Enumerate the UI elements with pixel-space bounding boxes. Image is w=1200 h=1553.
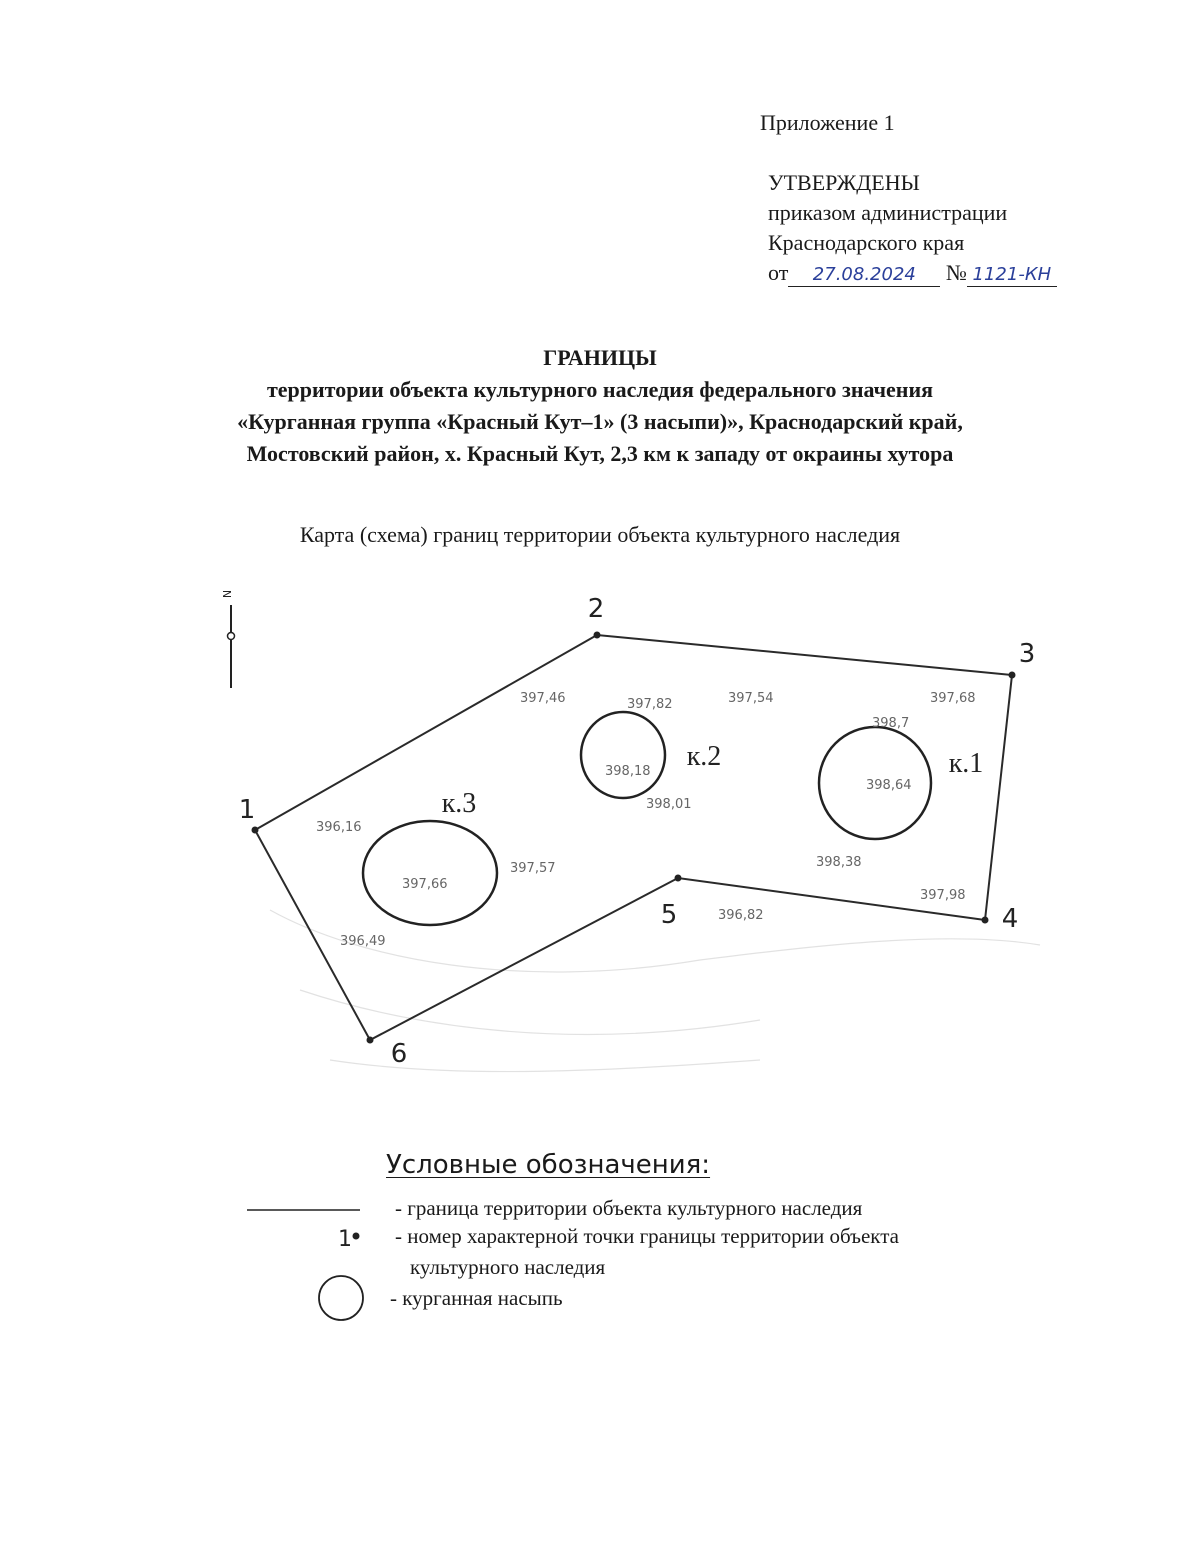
point-4 <box>982 917 989 924</box>
elevation-mark: 397,54 <box>728 691 774 706</box>
elevation-mark: 397,46 <box>520 691 566 706</box>
point-label-4: 4 <box>1001 904 1019 934</box>
boundary-points <box>252 632 1016 1044</box>
mound-label-2: к.2 <box>686 741 722 772</box>
point-label-3: 3 <box>1018 639 1036 669</box>
elevation-mark: 397,66 <box>402 877 448 892</box>
north-label: N <box>221 589 234 599</box>
elevation-mark: 398,38 <box>816 855 862 870</box>
legend-point-number: 1 <box>338 1227 352 1252</box>
territory-boundary <box>255 635 1012 1040</box>
elevation-mark: 396,49 <box>340 934 386 949</box>
mound-label-3: к.3 <box>441 788 477 819</box>
elevation-mark: 396,82 <box>718 908 764 923</box>
legend-mound-symbol <box>319 1276 363 1320</box>
elevation-mark: 398,01 <box>646 797 692 812</box>
number-value: 1121-КН <box>972 264 1052 285</box>
title-line-3: Мостовский район, х. Красный Кут, 2,3 км к западу от окраины хутора <box>246 441 954 466</box>
legend-mound: - курганная насыпь <box>390 1286 563 1310</box>
legend-point-line-2: культурного наследия <box>410 1255 606 1279</box>
title-line-2: «Курганная группа «Красный Кут–1» (3 насыпи)», Краснодарский край, <box>237 409 963 434</box>
title-main: ГРАНИЦЫ <box>543 345 657 370</box>
elevation-mark: 396,16 <box>316 820 362 835</box>
appendix-label: Приложение 1 <box>760 110 895 135</box>
mound-label-1: к.1 <box>948 748 984 779</box>
north-arrow-icon <box>221 590 235 688</box>
point-label-1: 1 <box>238 795 256 825</box>
elevation-mark: 397,82 <box>627 697 673 712</box>
date-prefix: от <box>768 260 789 285</box>
legend-point-line-1: - номер характерной точки границы территории объекта <box>395 1224 899 1248</box>
elevation-mark: 397,98 <box>920 888 966 903</box>
point-label-2: 2 <box>587 594 605 624</box>
point-6 <box>367 1037 374 1044</box>
elevation-mark: 397,57 <box>510 861 556 876</box>
approved-line-2: Краснодарского края <box>768 230 965 255</box>
mound-3 <box>363 821 497 925</box>
elevation-mark: 398,7 <box>872 716 910 731</box>
point-2 <box>594 632 601 639</box>
number-prefix: № <box>945 260 967 285</box>
approved-title: УТВЕРЖДЕНЫ <box>768 170 920 195</box>
approved-line-1: приказом администрации <box>768 200 1008 225</box>
elevation-mark: 398,64 <box>866 778 912 793</box>
point-3 <box>1009 672 1016 679</box>
point-1 <box>252 827 259 834</box>
legend-point-dot <box>353 1233 360 1240</box>
mound-2 <box>581 712 665 798</box>
point-label-6: 6 <box>390 1039 408 1069</box>
terrain-contours <box>270 910 1040 1072</box>
date-value: 27.08.2024 <box>812 264 916 285</box>
elevation-mark: 397,68 <box>930 691 976 706</box>
map-caption: Карта (схема) границ территории объекта культурного наследия <box>299 522 901 547</box>
legend-title: Условные обозначения: <box>386 1150 711 1180</box>
title-line-1: территории объекта культурного наследия федерального значения <box>266 377 934 402</box>
legend-boundary: - граница территории объекта культурного наследия <box>395 1196 863 1220</box>
elevation-mark: 398,18 <box>605 764 651 779</box>
point-label-5: 5 <box>660 900 678 930</box>
point-5 <box>675 875 682 882</box>
